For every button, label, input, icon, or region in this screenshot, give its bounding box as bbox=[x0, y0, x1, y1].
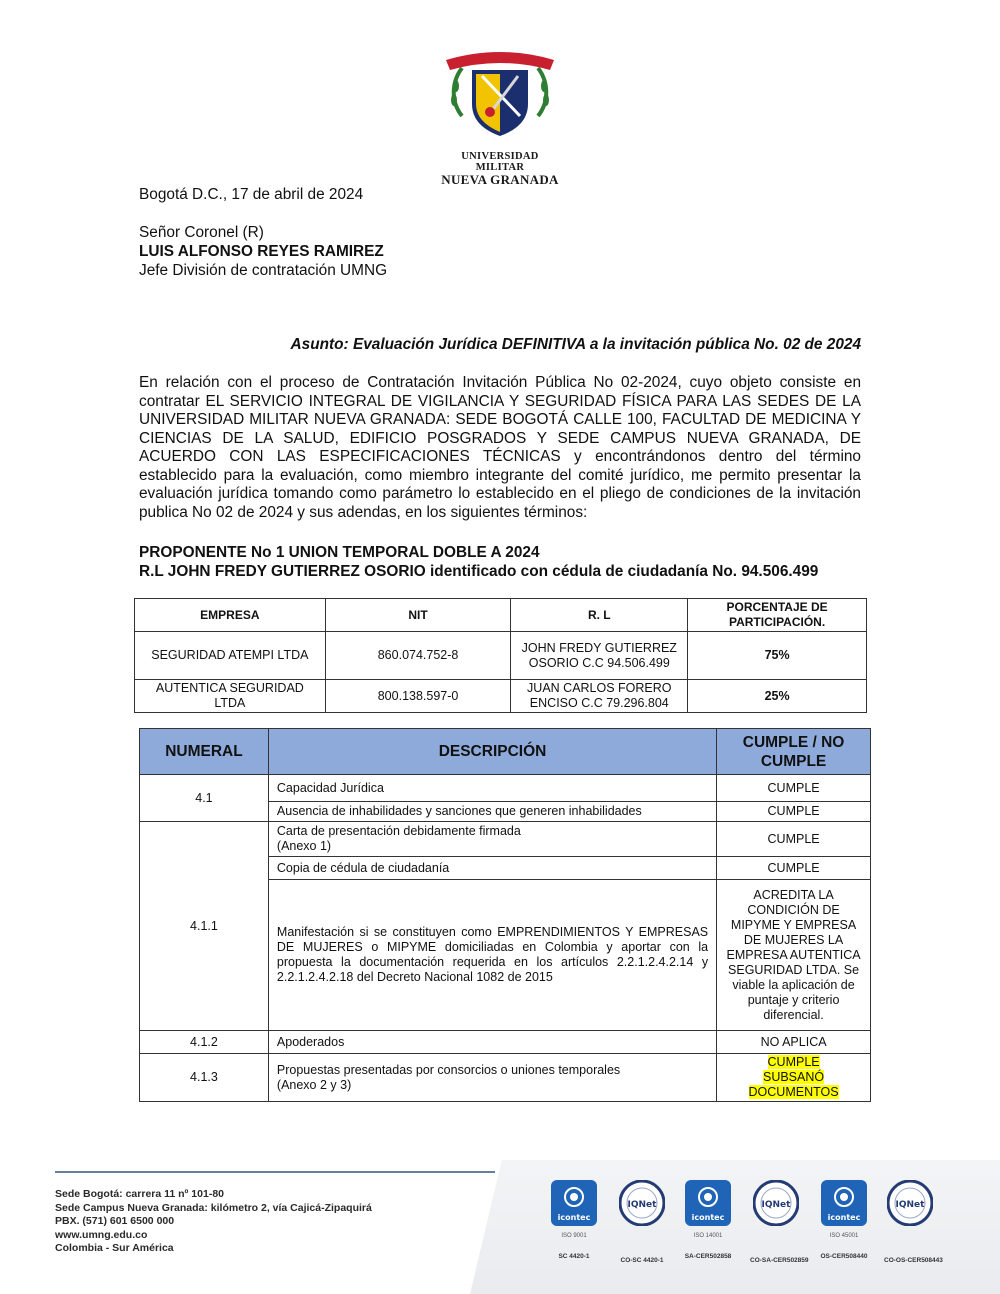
certification-code: OS-CER508440 bbox=[820, 1253, 868, 1260]
university-logo bbox=[440, 46, 560, 188]
highlighted-status: DOCUMENTOS bbox=[748, 1085, 839, 1099]
status-cell: ACREDITA LA CONDICIÓN DE MIPYME Y EMPRESA DE MUJERES LA EMPRESA AUTENTICA SEGURIDAD LTDA. Se viable la aplicación de puntaje y criterio diferencial. bbox=[717, 880, 871, 1031]
table-row bbox=[140, 1031, 871, 1054]
footer-website-link[interactable]: www.umng.edu.co bbox=[55, 1228, 148, 1241]
icontec-badge-icon bbox=[685, 1180, 731, 1226]
numeral-cell: 4.1 bbox=[140, 775, 269, 822]
numeral-cell: 4.1.1 bbox=[140, 822, 269, 1031]
table-row bbox=[135, 632, 867, 680]
status-cell bbox=[717, 1054, 871, 1102]
status-cell: CUMPLE bbox=[717, 802, 871, 822]
description-cell bbox=[268, 822, 716, 857]
description-cell: Apoderados bbox=[268, 1031, 716, 1054]
company-nit: 860.074.752-8 bbox=[325, 632, 511, 680]
description-annex: (Anexo 2 y 3) bbox=[276, 1077, 352, 1092]
description-text: Carta de presentación debidamente firmada bbox=[276, 824, 521, 838]
footer-line: Colombia - Sur América bbox=[55, 1242, 174, 1254]
numeral-cell: 4.1.2 bbox=[140, 1031, 269, 1054]
table-row bbox=[140, 775, 871, 802]
iqnet-label: IQNet bbox=[761, 1200, 791, 1210]
icontec-badge-icon bbox=[821, 1180, 867, 1226]
status-cell: CUMPLE bbox=[717, 822, 871, 857]
footer-line: Sede Bogotá: carrera 11 nº 101-80 bbox=[55, 1188, 224, 1200]
companies-table bbox=[134, 598, 867, 713]
table-row bbox=[135, 680, 867, 713]
table-row bbox=[140, 822, 871, 857]
recipient-title: Señor Coronel (R) bbox=[139, 224, 264, 241]
body-paragraph: En relación con el proceso de Contratación Invitación Pública No 02-2024, cuyo objeto consiste en contratar EL SERVICIO INTEGRAL DE VIGILANCIA Y SEGURIDAD FÍSICA PARA LAS SEDES DE LA UNIVERSIDAD MILITAR NUEVA GRANADA: SEDE BOGOTÁ CALLE 100, FACULTAD DE MEDICINA Y CIENCIAS DE LA SALUD, EDIFICIO POSGRADOS Y SEDE CAMPUS NUEVA GRANADA, DE ACUERDO CON LAS ESPECIFICACIONES TÉCNICAS y encontrándonos dentro del término establecido para la evaluación, como miembro integrante del comité jurídico, me permito presentar la evaluación jurídica tomando como parámetro lo establecido en el pliego de condiciones de la invitación publica No 02 de 2024 y sus adendas, en los siguientes términos: bbox=[139, 374, 861, 521]
icontec-certification bbox=[548, 1180, 600, 1260]
certification-code: SC 4420-1 bbox=[558, 1253, 590, 1260]
highlighted-status: SUBSANÓ bbox=[762, 1070, 825, 1084]
company-rl: JOHN FREDY GUTIERREZ OSORIO C.C 94.506.499 bbox=[511, 632, 688, 680]
header-rl: R. L bbox=[511, 599, 688, 632]
proponent-line-2: R.L JOHN FREDY GUTIERREZ OSORIO identificado con cédula de ciudadanía No. 94.506.499 bbox=[139, 563, 819, 580]
company-name: AUTENTICA SEGURIDAD LTDA bbox=[135, 680, 326, 713]
numeral-cell: 4.1.3 bbox=[140, 1054, 269, 1102]
iqnet-certification bbox=[750, 1180, 809, 1264]
companies-header-row bbox=[135, 599, 867, 632]
date-line: Bogotá D.C., 17 de abril de 2024 bbox=[139, 186, 364, 203]
highlighted-status: CUMPLE bbox=[767, 1055, 820, 1069]
iqnet-certification bbox=[884, 1180, 943, 1264]
footer-address bbox=[55, 1188, 372, 1256]
icontec-label: icontec bbox=[827, 1213, 861, 1222]
logo-line-2: NUEVA GRANADA bbox=[441, 172, 559, 188]
iqnet-label: IQNet bbox=[627, 1200, 657, 1210]
company-percentage: 75% bbox=[688, 632, 867, 680]
icontec-label: icontec bbox=[691, 1213, 725, 1222]
company-percentage: 25% bbox=[688, 680, 867, 713]
iqnet-certification bbox=[616, 1180, 668, 1264]
certification-code: CO-SA-CER502859 bbox=[750, 1257, 809, 1264]
status-cell: NO APLICA bbox=[717, 1031, 871, 1054]
footer-line: Sede Campus Nueva Granada: kilómetro 2, vía Cajicá-Zipaquirá bbox=[55, 1201, 372, 1214]
header-numeral: NUMERAL bbox=[140, 729, 269, 775]
certification-badges bbox=[548, 1180, 948, 1270]
evaluation-table bbox=[139, 728, 871, 1102]
description-cell: Capacidad Jurídica bbox=[268, 775, 716, 802]
iqnet-badge-icon bbox=[887, 1180, 933, 1226]
table-row bbox=[140, 1054, 871, 1102]
status-cell: CUMPLE bbox=[717, 857, 871, 880]
company-name: SEGURIDAD ATEMPI LTDA bbox=[135, 632, 326, 680]
company-nit: 800.138.597-0 bbox=[325, 680, 511, 713]
icontec-certification bbox=[682, 1180, 734, 1260]
company-rl: JUAN CARLOS FORERO ENCISO C.C 79.296.804 bbox=[511, 680, 688, 713]
description-cell bbox=[268, 1054, 716, 1102]
footer-divider bbox=[55, 1171, 495, 1173]
iso-standard: ISO 9001 bbox=[561, 1233, 587, 1239]
evaluation-header-row bbox=[140, 729, 871, 775]
header-empresa: EMPRESA bbox=[135, 599, 326, 632]
description-cell: Copia de cédula de ciudadanía bbox=[268, 857, 716, 880]
iqnet-label: IQNet bbox=[895, 1200, 925, 1210]
proponent-line-1: PROPONENTE No 1 UNION TEMPORAL DOBLE A 2024 bbox=[139, 544, 540, 561]
description-cell: Ausencia de inhabilidades y sanciones que generen inhabilidades bbox=[268, 802, 716, 822]
subject-line: Asunto: Evaluación Jurídica DEFINITIVA a la invitación pública No. 02 de 2024 bbox=[290, 336, 861, 353]
footer-line: PBX. (571) 601 6500 000 bbox=[55, 1215, 175, 1227]
description-annex: (Anexo 1) bbox=[276, 839, 332, 853]
certification-code: CO-OS-CER508443 bbox=[884, 1257, 943, 1264]
icontec-label: icontec bbox=[557, 1213, 591, 1222]
certification-code: CO-SC 4420-1 bbox=[620, 1257, 664, 1264]
recipient-position: Jefe División de contratación UMNG bbox=[139, 262, 388, 279]
description-cell: Manifestación si se constituyen como EMPRENDIMIENTOS Y EMPRESAS DE MUJERES o MIPYME domiciliadas en Colombia y aportar con la propuesta la documentación requerida en los artículos 2.2.1.2.4.2.14 y 2.2.1.2.4.2.18 del Decreto Nacional 1082 de 2015 bbox=[268, 880, 716, 1031]
iso-standard: ISO 14001 bbox=[693, 1233, 723, 1239]
recipient-name: LUIS ALFONSO REYES RAMIREZ bbox=[139, 243, 384, 260]
iqnet-badge-icon bbox=[753, 1180, 799, 1226]
iqnet-badge-icon bbox=[619, 1180, 665, 1226]
icontec-badge-icon bbox=[551, 1180, 597, 1226]
header-nit: NIT bbox=[325, 599, 511, 632]
logo-line-1: UNIVERSIDAD MILITAR bbox=[461, 151, 539, 174]
description-text: Propuestas presentadas por consorcios o uniones temporales bbox=[276, 1062, 621, 1077]
header-descripcion: DESCRIPCIÓN bbox=[268, 729, 716, 775]
icontec-certification bbox=[818, 1180, 870, 1260]
header-cumple: CUMPLE / NO CUMPLE bbox=[717, 729, 871, 775]
university-shield-icon bbox=[440, 46, 560, 146]
iso-standard: ISO 45001 bbox=[829, 1233, 859, 1239]
certification-code: SA-CER502858 bbox=[684, 1253, 732, 1260]
status-cell: CUMPLE bbox=[717, 775, 871, 802]
header-porcentaje: PORCENTAJE DE PARTICIPACIÓN. bbox=[688, 599, 867, 632]
